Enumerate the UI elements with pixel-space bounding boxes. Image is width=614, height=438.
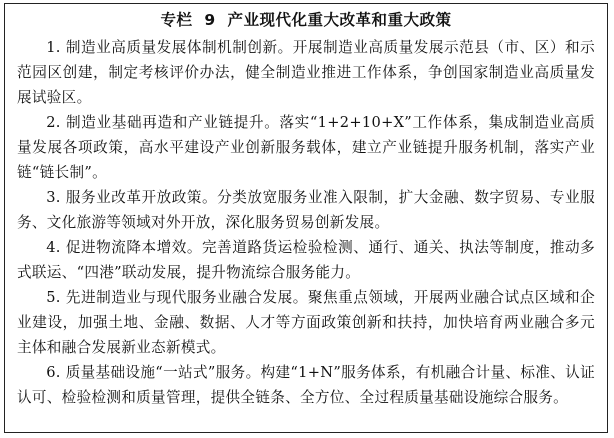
policy-item-3: 3. 服务业改革开放政策。分类放宽服务业准入限制，扩大金融、数字贸易、专业服务、文化旅游等领域对外开放，深化服务贸易创新发展。 (17, 189, 595, 231)
policy-box (4, 3, 608, 433)
policy-item-5: 5. 先进制造业与现代服务业融合发展。聚焦重点领域，开展两业融合试点区域和企业建设，加强土地、金融、数据、人才等方面政策创新和扶持，加快培育两业融合多元主体和融合发展新业态新模式。 (17, 289, 595, 356)
policy-item-1: 1. 制造业高质量发展体制机制创新。开展制造业高质量发展示范县（市、区）和示范园区创建，制定考核评价办法，健全制造业推进工作体系，争创国家制造业高质量发展试验区。 (17, 39, 595, 106)
policy-item-4: 4. 促进物流降本增效。完善道路货运检验检测、通行、通关、执法等制度，推动多式联运、“四港”联动发展，提升物流综合服务能力。 (17, 239, 595, 281)
policy-item-2: 2. 制造业基础再造和产业链提升。落实“1+2+10+X”工作体系，集成制造业高质量发展各项政策，高水平建设产业创新服务载体，建立产业链提升服务机制，落实产业链“链长制”。 (17, 114, 595, 181)
box-title: 专栏 9 产业现代化重大改革和重大政策 (160, 11, 452, 29)
policy-item-6: 6. 质量基础设施“一站式”服务。构建“1+N”服务体系，有机融合计量、标准、认证认可、检验检测和质量管理，提供全链条、全方位、全过程质量基础设施综合服务。 (17, 364, 595, 406)
